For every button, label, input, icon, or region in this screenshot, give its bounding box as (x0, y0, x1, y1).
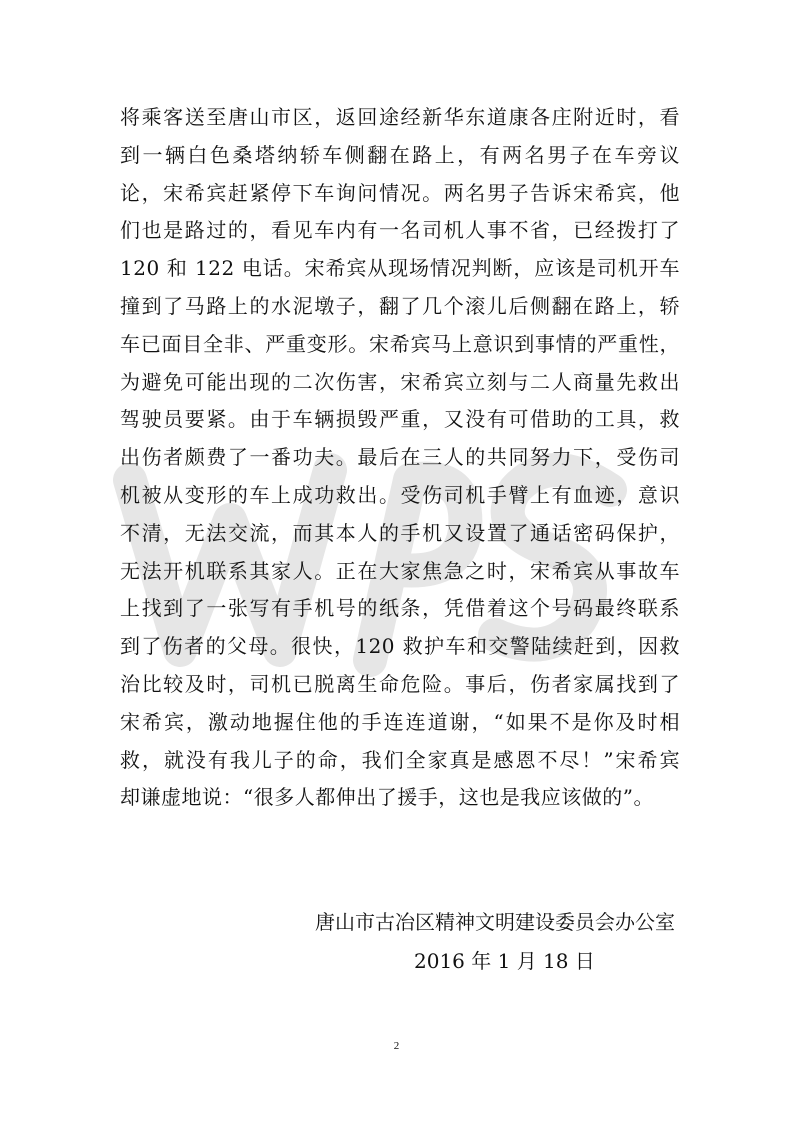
text-line: 机被从变形的车上成功救出。受伤司机手臂上有血迹，意识 (120, 482, 680, 507)
text-line: 上找到了一张写有手机号的纸条，凭借着这个号码最终联系 (120, 596, 680, 621)
body-paragraph (120, 99, 680, 817)
text-line: 出伤者颇费了一番功夫。最后在三人的共同努力下，受伤司 (120, 445, 680, 470)
page-number: 2 (393, 1040, 400, 1052)
text-line: 论，宋希宾赶紧停下车询问情况。两名男子告诉宋希宾，他 (120, 180, 680, 205)
text-line: 宋希宾，激动地握住他的手连连道谢，“如果不是你及时相 (120, 709, 680, 734)
text-line: 不清，无法交流，而其本人的手机又设置了通话密码保护， (120, 520, 680, 545)
text-line: 到了伤者的父母。很快，120 救护车和交警陆续赶到，因救 (120, 634, 680, 659)
text-line: 撞到了马路上的水泥墩子，翻了几个滚儿后侧翻在路上，轿 (120, 293, 680, 318)
text-line: 却谦虚地说：“很多人都伸出了援手，这也是我应该做的”。 (120, 785, 654, 810)
text-line: 们也是路过的，看见车内有一名司机人事不省，已经拨打了 (120, 218, 680, 243)
text-line: 将乘客送至唐山市区，返回途经新华东道康各庄附近时，看 (120, 105, 680, 129)
issuer-signature: 唐山市古冶区精神文明建设委员会办公室 (315, 910, 675, 934)
text-line: 救，就没有我儿子的命，我们全家真是感恩不尽！”宋希宾 (120, 747, 680, 772)
text-line: 120 和 122 电话。宋希宾从现场情况判断，应该是司机开车 (120, 256, 680, 281)
text-line: 车已面目全非、严重变形。宋希宾马上意识到事情的严重性， (120, 331, 680, 356)
text-line: 治比较及时，司机已脱离生命危险。事后，伤者家属找到了 (120, 671, 680, 696)
issue-date: 2016 年 1 月 18 日 (414, 949, 595, 973)
text-line: 无法开机联系其家人。正在大家焦急之时，宋希宾从事故车 (120, 558, 680, 583)
text-line: 到一辆白色桑塔纳轿车侧翻在路上，有两名男子在车旁议 (120, 142, 680, 167)
text-line: 为避免可能出现的二次伤害，宋希宾立刻与二人商量先救出 (120, 369, 680, 394)
text-line: 驾驶员要紧。由于车辆损毁严重，又没有可借助的工具，救 (120, 407, 680, 432)
